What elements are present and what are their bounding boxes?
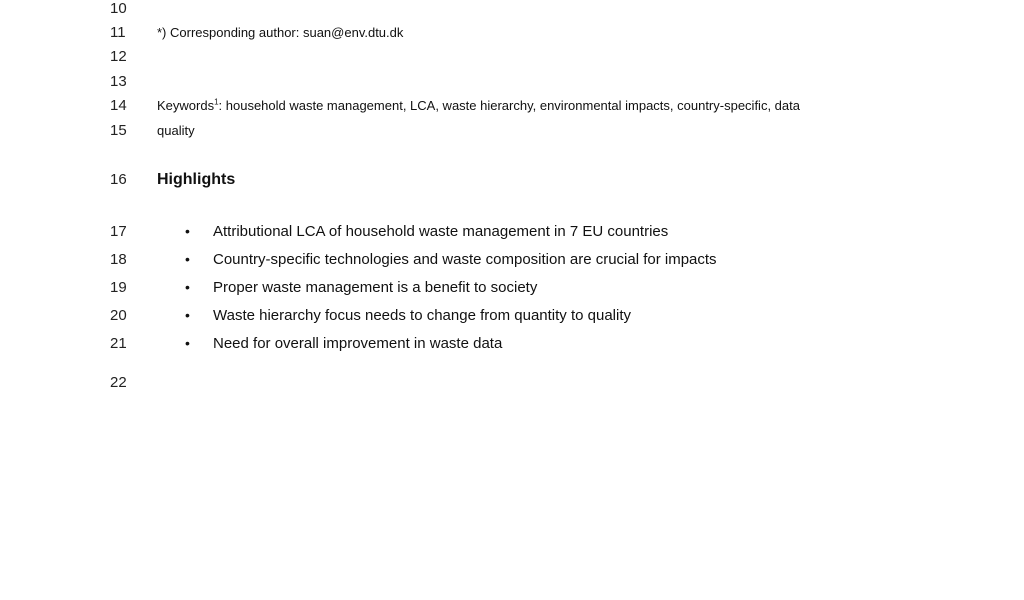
bullet-icon: • (185, 223, 190, 239)
bullet-icon: • (185, 279, 190, 295)
line-number: 17 (110, 223, 127, 240)
highlights-heading: Highlights (157, 171, 236, 188)
line-number: 11 (110, 24, 126, 41)
highlight-item: Waste hierarchy focus needs to change from quantity to quality (213, 307, 632, 324)
keywords-line-continued: quality (157, 123, 195, 138)
keywords-line (157, 98, 800, 113)
bullet-icon: • (185, 307, 190, 323)
footnote-mark: 1 (214, 97, 219, 107)
line-number: 19 (110, 279, 127, 296)
line-number: 16 (110, 171, 127, 188)
line-number: 14 (110, 97, 127, 114)
keywords-list: : household waste management, LCA, waste hierarchy, environmental impacts, country-specific, data (218, 98, 800, 113)
highlight-item: Attributional LCA of household waste management in 7 EU countries (213, 223, 669, 240)
keywords-label: Keywords (157, 98, 215, 113)
line-number: 21 (110, 335, 127, 352)
highlight-item: Need for overall improvement in waste data (213, 335, 503, 352)
highlight-item: Country-specific technologies and waste composition are crucial for impacts (213, 251, 717, 268)
bullet-icon: • (185, 251, 190, 267)
line-number: 22 (110, 374, 127, 391)
line-number: 18 (110, 251, 127, 268)
bullet-icon: • (185, 335, 190, 351)
corresponding-author: *) Corresponding author: suan@env.dtu.dk (157, 25, 404, 40)
line-number: 10 (110, 0, 127, 17)
highlight-item: Proper waste management is a benefit to society (213, 279, 538, 296)
line-number: 20 (110, 307, 127, 324)
line-number: 13 (110, 73, 127, 90)
line-number: 15 (110, 122, 127, 139)
line-number: 12 (110, 48, 127, 65)
